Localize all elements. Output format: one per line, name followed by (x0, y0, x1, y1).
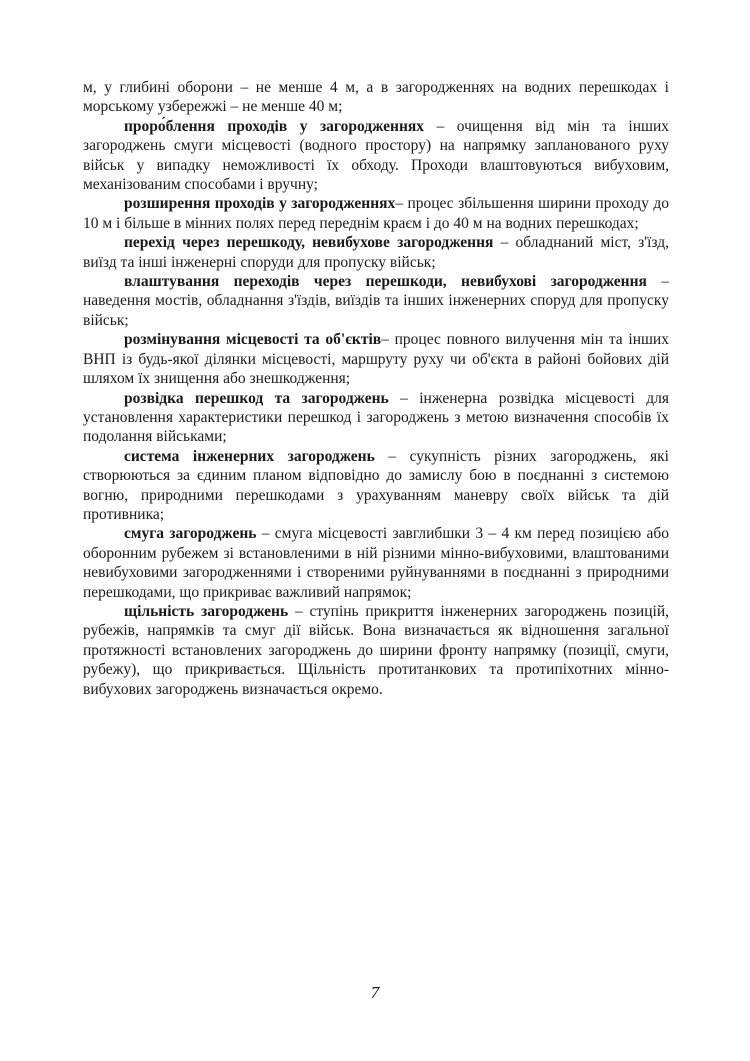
definition-text: – смуга місцевості завглибшки 3 – 4 км перед позицією або оборонним рубежем зі встановленими в ній різними мінно-вибуховими, влаштованими невибуховими загородженнями і створеними руйнуваннями в поєднанні з природними перешкодами, що прикриває важливий напрямок; (83, 525, 669, 601)
definition-text: – інженерна розвідка місцевості для установлення характеристики перешкод і загороджень з метою визначення способів їх подолання військами; (83, 389, 669, 446)
definition-text: – процес збільшення ширини проходу до 10 м і більше в мінних полях перед переднім краєм і до 40 м на водних перешкодах; (83, 195, 669, 232)
definition-text: – очищення від мін та інших загороджень смуги місцевості (водного простору) на напрямку запланованого руху військ у випадку неможливості їх обходу. Проходи влаштовуються вибуховим, механізованим способами і вручну; (83, 117, 669, 194)
definition-text: – процес повного вилучення мін та інших ВНП із будь-якої ділянки місцевості, маршруту руху чи об'єкта в районі бойових дій шляхом їх знищення або знешкодження; (83, 331, 669, 388)
definition-term: розмінування місцевості та об'єктів (124, 331, 382, 349)
definition-text: – обладнаний міст, з'їзд, виїзд та інші інженерні споруди для пропуску військ; (83, 234, 669, 271)
definition-paragraph (83, 117, 669, 195)
definition-term: влаштування переходів через перешкоди, невибухові загородження (124, 273, 647, 291)
definition-paragraph (83, 524, 669, 602)
definition-paragraph (83, 194, 669, 233)
definition-text: – ступінь прикриття інженерних загороджень позицій, рубежів, напрямків та смуг дії військ. Вона визначається як відношення загальної протяжності встановлених загороджень до ширини фронту напрямку (позиції, смуги, рубежу), що прикривається. Щільність протитанкових та протипіхотних мінно-вибухових загороджень визначається окремо. (83, 602, 669, 698)
definition-paragraph (83, 602, 669, 699)
definition-term: смуга загороджень (124, 525, 257, 543)
document-body (83, 78, 669, 699)
definition-term: система інженерних загороджень (124, 447, 375, 465)
definition-term: проро́блення проходів у загородженнях (124, 117, 425, 135)
definition-paragraph (83, 447, 669, 525)
definition-text: – наведення мостів, обладнання з'їздів, виїздів та інших інженерних споруд для пропуску військ; (83, 273, 669, 329)
paragraph-text: м, у глибині оборони – не менше 4 м, а в загородженнях на водних перешкодах і морському узбережжі – не менше 40 м; (83, 79, 669, 116)
page-number: 7 (370, 983, 380, 1002)
definition-paragraph (83, 233, 669, 272)
definition-paragraph (83, 272, 669, 330)
definition-term: розширення проходів у загородженнях (124, 195, 396, 213)
definition-term: перехід через перешкоду, невибухове загородження (124, 234, 494, 252)
definition-paragraph (83, 330, 669, 388)
definition-paragraph (83, 389, 669, 447)
paragraph-continuation (83, 78, 669, 117)
definition-text: – сукупність різних загороджень, які створюються за єдиним планом відповідно до замислу бою в поєднанні з системою вогню, природними перешкодами з урахуванням маневру своїх військ та дій противника; (83, 447, 669, 523)
definition-term: розвідка перешкод та загороджень (124, 389, 389, 407)
definition-term: щільність загороджень (124, 602, 289, 620)
